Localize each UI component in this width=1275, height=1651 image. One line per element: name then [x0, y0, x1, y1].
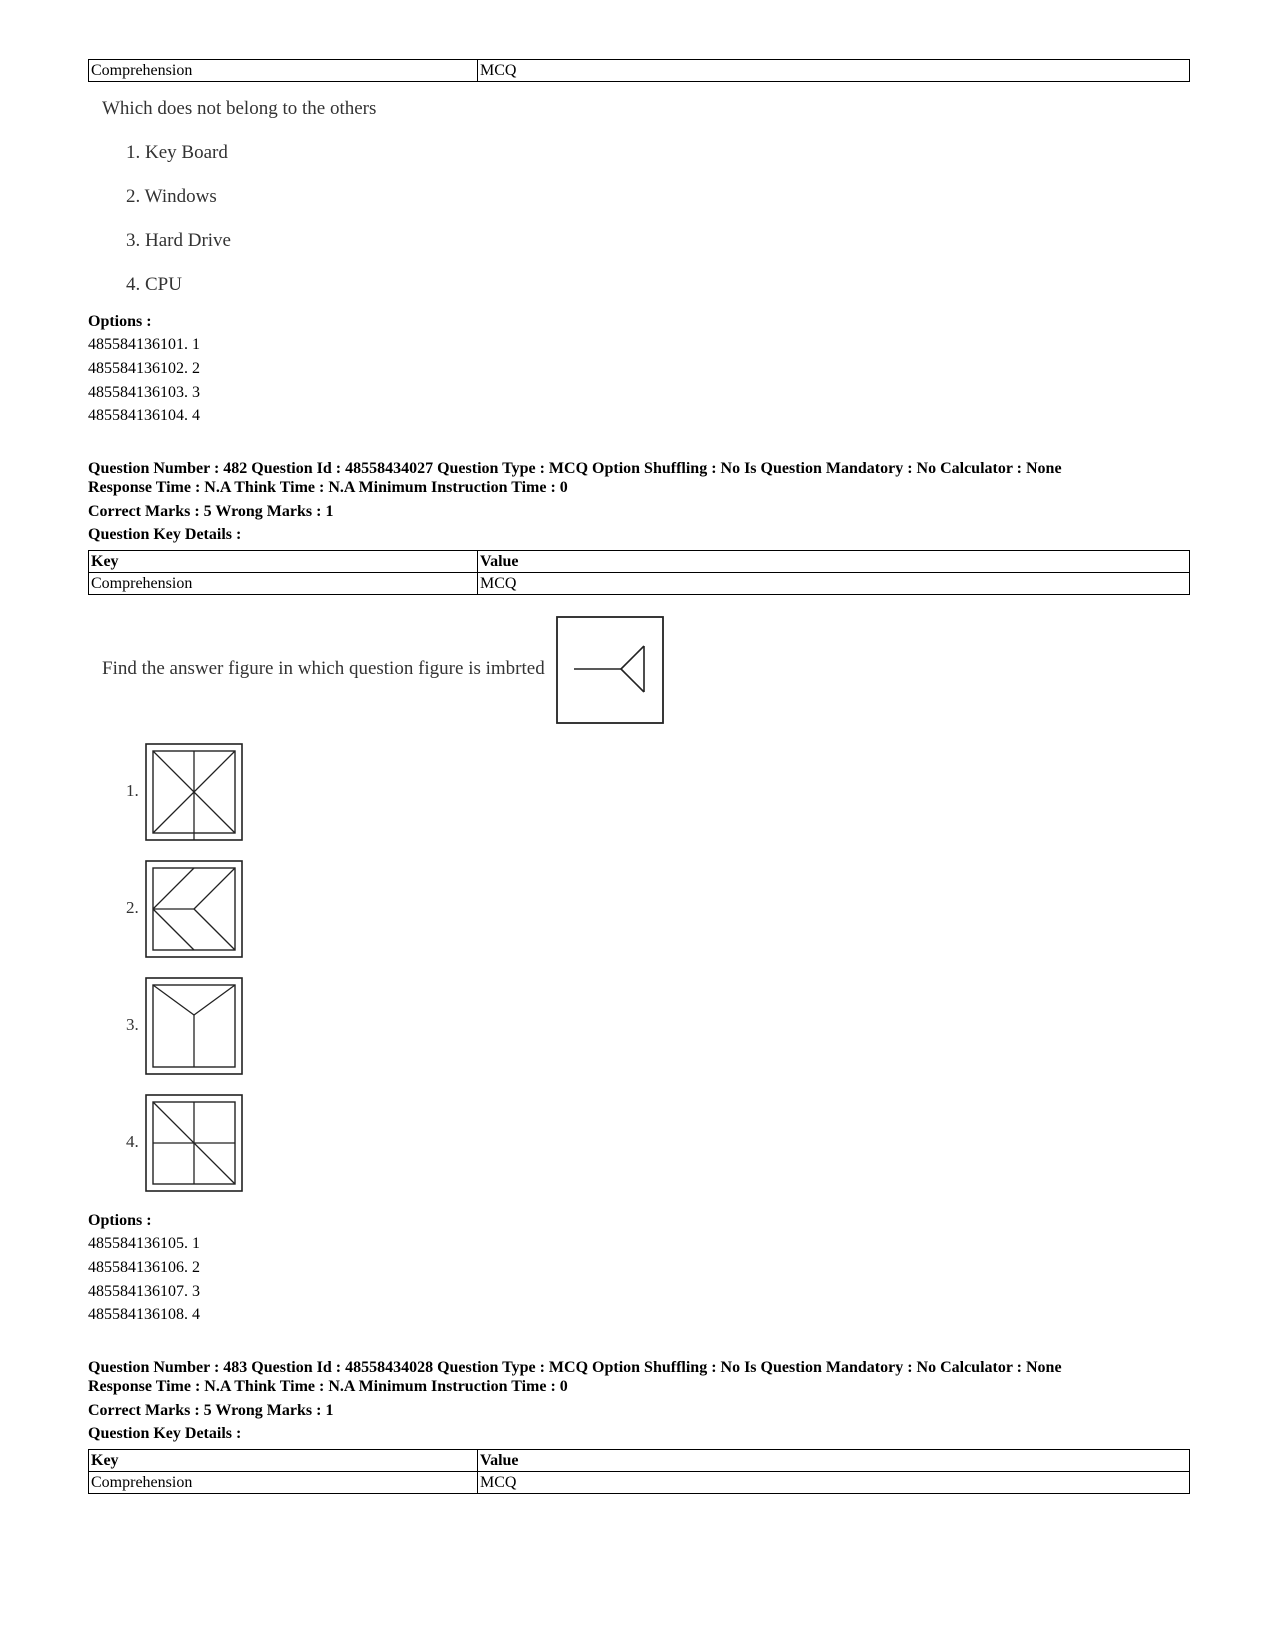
question-text: Which does not belong to the others [102, 98, 377, 119]
answer-figure-3 [145, 977, 243, 1075]
choice-item: 3. Hard Drive [126, 230, 231, 251]
key-details-label: Question Key Details : [88, 526, 242, 543]
question-text: Find the answer figure in which question figure is imbrted [102, 658, 545, 679]
marks-line: Correct Marks : 5 Wrong Marks : 1 [88, 503, 334, 520]
key-value-table [88, 550, 1190, 595]
option-item: 485584136108. 4 [88, 1306, 200, 1323]
choice-item: 2. Windows [126, 186, 217, 207]
table-cell-key: Comprehension [89, 60, 478, 82]
option-item: 485584136101. 1 [88, 336, 200, 353]
option-item: 485584136103. 3 [88, 384, 200, 401]
options-label: Options : [88, 1212, 152, 1229]
question-meta-line: Question Number : 482 Question Id : 48558434027 Question Type : MCQ Option Shuffling : No Is Question Mandatory : No Calculator : None [88, 460, 1062, 477]
key-value-table [88, 59, 1190, 82]
table-cell-value: MCQ [478, 1472, 1190, 1494]
table-cell-key: Comprehension [89, 573, 478, 595]
table-header-row [89, 1450, 1190, 1472]
option-item: 485584136107. 3 [88, 1283, 200, 1300]
options-label: Options : [88, 313, 152, 330]
key-value-table [88, 1449, 1190, 1494]
option-item: 485584136105. 1 [88, 1235, 200, 1252]
figure-label: 3. [126, 1015, 139, 1034]
table-header-key: Key [89, 1450, 478, 1472]
table-cell-value: MCQ [478, 60, 1190, 82]
table-header-row [89, 551, 1190, 573]
option-item: 485584136102. 2 [88, 360, 200, 377]
option-item: 485584136104. 4 [88, 407, 200, 424]
table-cell-key: Comprehension [89, 1472, 478, 1494]
choice-item: 1. Key Board [126, 142, 228, 163]
answer-figure-1 [145, 743, 243, 841]
table-cell-value: MCQ [478, 573, 1190, 595]
option-item: 485584136106. 2 [88, 1259, 200, 1276]
key-details-label: Question Key Details : [88, 1425, 242, 1442]
answer-figure-2 [145, 860, 243, 958]
figure-label: 4. [126, 1132, 139, 1151]
table-header-value: Value [478, 551, 1190, 573]
table-row [89, 1472, 1190, 1494]
question-meta-line: Response Time : N.A Think Time : N.A Minimum Instruction Time : 0 [88, 1378, 568, 1395]
question-meta-line: Response Time : N.A Think Time : N.A Minimum Instruction Time : 0 [88, 479, 568, 496]
question-meta-line: Question Number : 483 Question Id : 48558434028 Question Type : MCQ Option Shuffling : No Is Question Mandatory : No Calculator : None [88, 1359, 1062, 1376]
figure-label: 2. [126, 898, 139, 917]
table-header-key: Key [89, 551, 478, 573]
answer-figure-4 [145, 1094, 243, 1192]
table-row [89, 573, 1190, 595]
table-row [89, 60, 1190, 82]
figure-label: 1. [126, 781, 139, 800]
question-figure [556, 616, 664, 724]
table-header-value: Value [478, 1450, 1190, 1472]
marks-line: Correct Marks : 5 Wrong Marks : 1 [88, 1402, 334, 1419]
choice-item: 4. CPU [126, 274, 182, 295]
